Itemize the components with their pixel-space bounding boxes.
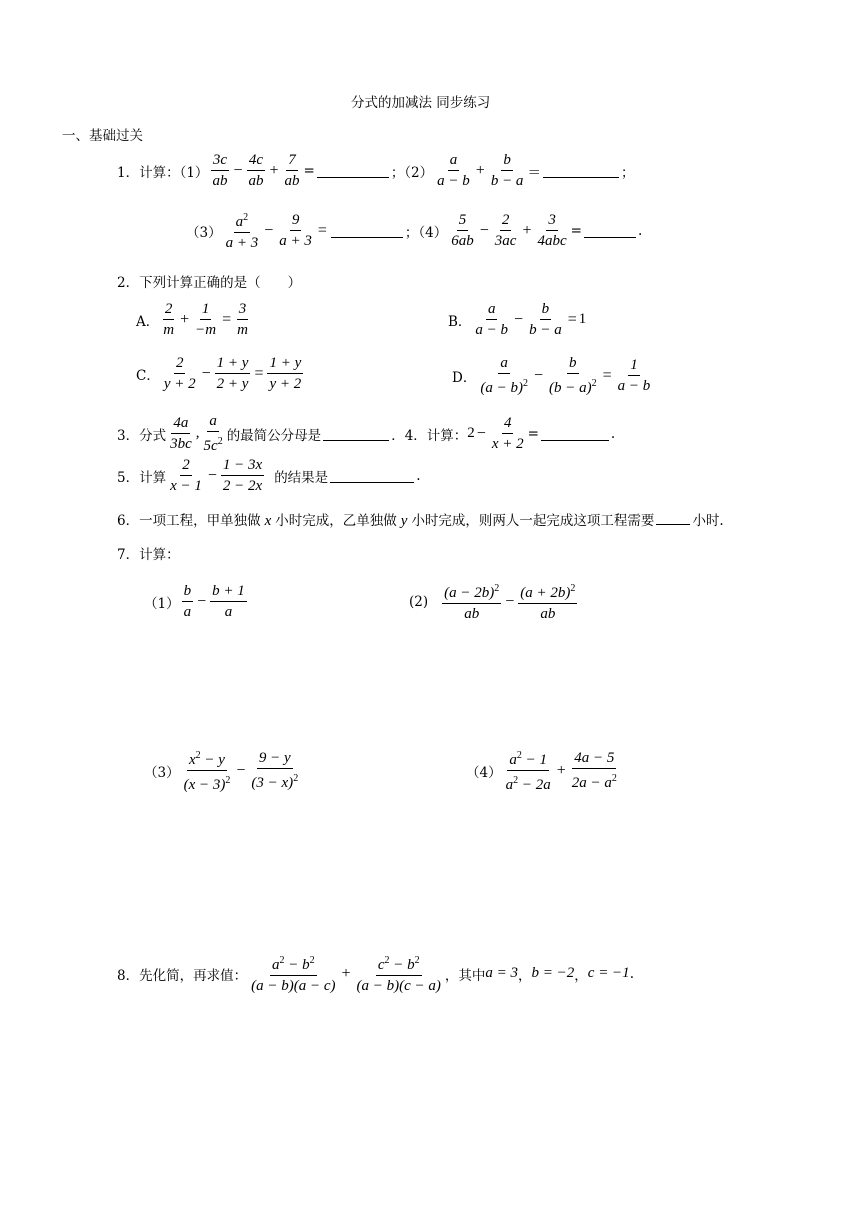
answer-blank[interactable] [543, 163, 619, 178]
option-b[interactable]: B． $\frac{a}{a - b}$ − $\frac{b}{b - a}$ = 1 [448, 301, 587, 338]
question-8: 8．先化简，再求值： $\frac{a^2 - b^2}{(a - b)(a - c)}$ + $\frac{c^2 - b^2}{(a - b)(c - a)}$ ，其中 a = 3 ， b = −2 ， c = −1 . [117, 952, 634, 995]
fraction: $\frac{3c}{ab}$ [212, 152, 228, 189]
q7-item-1: （1） $\frac{b}{a}$ − $\frac{b + 1}{a}$ [144, 583, 245, 620]
question-1-row-2: （3） $\frac{a^2}{a + 3}$ − $\frac{9}{a + 3}$ = ；（4） $\frac{5}{6ab}$ − $\frac{2}{3ac}$ + $\frac{3}{\text{4abc}}$ = . [186, 209, 642, 252]
page-title: 分式的加减法 同步练习 [351, 95, 491, 111]
answer-blank[interactable] [656, 510, 690, 525]
answer-blank[interactable] [330, 468, 414, 483]
option-a[interactable]: A． $\frac{2}{m}$ + $\frac{1}{-m}$ = $\frac{3}{m}$ [136, 301, 248, 338]
fraction: $\frac{3}{\text{4abc}}$ [537, 212, 567, 249]
q7-item-3: （3） $\frac{x^2 - y}{(x - 3)^2}$ − $\frac{9 - y}{(3 - x)^2}$ [144, 747, 302, 794]
fraction: $\frac{b}{b - a}$ [490, 152, 524, 189]
fraction: $\frac{a^2}{a + 3}$ [224, 209, 261, 252]
option-d[interactable]: D． $\frac{a}{(a - b)^2}$ − $\frac{b}{(b - a)^2}$ = $\frac{1}{a - b}$ [452, 355, 651, 396]
q7-item-4: （4） $\frac{a^2 - 1}{a^2 - 2a}$ + $\frac{4a - 5}{2a - a^2}$ [466, 747, 621, 794]
fraction: $\frac{a}{a - b}$ [437, 152, 470, 189]
question-2-stem: 2．下列计算正确的是（ ） [117, 275, 302, 291]
fraction: $\frac{4c}{ab}$ [248, 152, 264, 189]
section-heading: 一、基础过关 [62, 128, 143, 144]
fraction: $\frac{2}{3ac}$ [494, 212, 517, 249]
answer-blank[interactable] [541, 426, 609, 441]
question-6: 6．一项工程，甲单独做 x 小时完成，乙单独做 y 小时完成，则两人一起完成这项工程需要 小时. [117, 509, 724, 530]
answer-blank[interactable] [584, 223, 636, 238]
answer-blank[interactable] [331, 223, 403, 238]
option-c[interactable]: C． $\frac{2}{y + 2}$ − $\frac{1 + y}{2 + y}$ = $\frac{1 + y}{y + 2}$ [136, 355, 302, 392]
answer-blank[interactable] [323, 426, 389, 441]
fraction: $\frac{5}{6ab}$ [451, 212, 474, 249]
question-1-row-1: 1．计算：（1） $\frac{3c}{ab}$ − $\frac{4c}{ab}$ + $\frac{7}{ab}$ = ；（2） $\frac{a}{a - b}$ + $\frac{b}{b - a}$ ＝ ； [117, 152, 635, 189]
answer-blank[interactable] [317, 163, 389, 178]
question-5: 5．计算 $\frac{2}{x - 1}$ − $\frac{1 - 3x}{2 - 2x}$ 的结果是 . [117, 457, 421, 494]
question-3-4: 3．分式 $\frac{4a}{3bc}$ , $\frac{a}{5c^2}$ 的最简公分母是 ． 4．计算： 2 − $\frac{4}{x + 2}$ = . [117, 413, 616, 454]
question-7-stem: 7．计算： [117, 547, 180, 563]
q1-lead: 1．计算：（1） [117, 164, 209, 181]
q7-item-2: (2) $\frac{(a - 2b)^2}{ab}$ − $\frac{(a + 2b)^2}{ab}$ [409, 580, 579, 623]
fraction: $\frac{9}{a + 3}$ [279, 212, 312, 249]
fraction: $\frac{7}{ab}$ [284, 152, 300, 189]
